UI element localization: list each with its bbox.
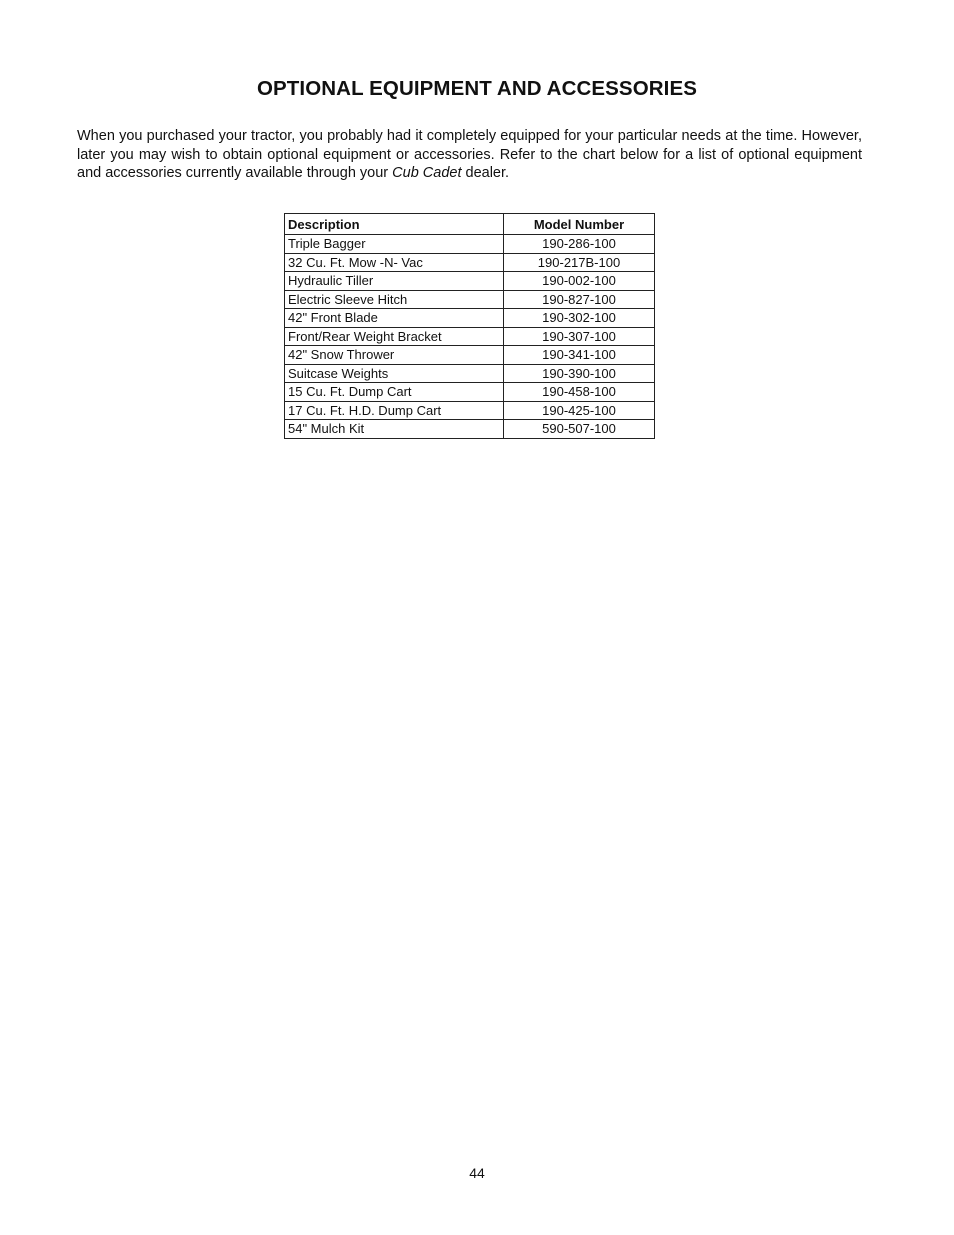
cell-description: 17 Cu. Ft. H.D. Dump Cart [285, 401, 504, 420]
cell-description: Electric Sleeve Hitch [285, 290, 504, 309]
cell-description: Front/Rear Weight Bracket [285, 327, 504, 346]
page-number: 44 [469, 1165, 485, 1181]
cell-description: Hydraulic Tiller [285, 272, 504, 291]
table-row [285, 346, 655, 365]
intro-text: When you purchased your tractor, you probably had it completely equipped for your particular needs at the time. However, later you may wish to obtain optional equipment or accessories. Refer to the chart below for a list of optional equipment and accessories currently available through your [77, 128, 862, 181]
cell-model-number: 190-458-100 [504, 383, 655, 402]
intro-paragraph [77, 127, 862, 183]
brand-name: Cub Cadet [392, 165, 462, 181]
table-row [285, 235, 655, 254]
table-row [285, 309, 655, 328]
cell-description: 42" Snow Thrower [285, 346, 504, 365]
cell-description: 15 Cu. Ft. Dump Cart [285, 383, 504, 402]
cell-model-number: 190-390-100 [504, 364, 655, 383]
cell-description: 54" Mulch Kit [285, 420, 504, 439]
intro-text-end: dealer. [461, 165, 510, 181]
page-title: OPTIONAL EQUIPMENT AND ACCESSORIES [256, 77, 698, 100]
equipment-table [284, 213, 655, 439]
table-header-row [285, 214, 655, 235]
cell-model-number: 190-302-100 [504, 309, 655, 328]
table-body [285, 235, 655, 439]
cell-model-number: 590-507-100 [504, 420, 655, 439]
cell-description: Triple Bagger [285, 235, 504, 254]
cell-description: Suitcase Weights [285, 364, 504, 383]
table-row [285, 401, 655, 420]
cell-model-number: 190-827-100 [504, 290, 655, 309]
table-row [285, 327, 655, 346]
table-row [285, 253, 655, 272]
table-row [285, 420, 655, 439]
table-row [285, 383, 655, 402]
cell-model-number: 190-341-100 [504, 346, 655, 365]
cell-model-number: 190-425-100 [504, 401, 655, 420]
column-header-model-number: Model Number [504, 214, 655, 235]
cell-description: 32 Cu. Ft. Mow -N- Vac [285, 253, 504, 272]
cell-model-number: 190-002-100 [504, 272, 655, 291]
column-header-description: Description [285, 214, 504, 235]
cell-model-number: 190-217B-100 [504, 253, 655, 272]
cell-model-number: 190-307-100 [504, 327, 655, 346]
table-row [285, 272, 655, 291]
table-row [285, 290, 655, 309]
table-row [285, 364, 655, 383]
cell-description: 42" Front Blade [285, 309, 504, 328]
cell-model-number: 190-286-100 [504, 235, 655, 254]
